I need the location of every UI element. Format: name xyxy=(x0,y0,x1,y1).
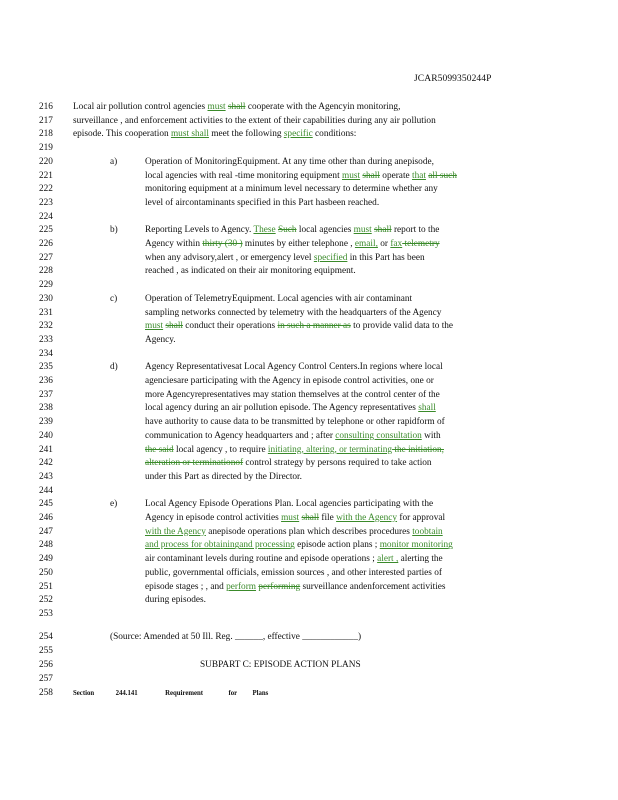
text-line xyxy=(145,513,445,524)
text-line: reached , as indicated on their air monitoring equipment. xyxy=(145,266,356,277)
text: communication to Agency headquarters and ; after xyxy=(145,430,336,441)
text-line xyxy=(145,403,436,414)
deleted-text: performing xyxy=(258,581,301,592)
section-label: Section xyxy=(73,690,95,697)
line-number: 223 xyxy=(39,197,53,208)
text: episode action plans ; xyxy=(294,540,380,551)
line-number: 251 xyxy=(39,581,53,592)
text: when any advisory,alert , or emergency level xyxy=(145,252,314,263)
line-number: 249 xyxy=(39,554,53,565)
text-line xyxy=(145,527,443,538)
inserted-text: with the Agency xyxy=(145,526,206,537)
text-line: surveillance , and enforcement activities to the extent of their capabilities during any air pollution xyxy=(73,115,436,126)
text-line xyxy=(145,582,446,593)
subpart-heading: SUBPART C: EPISODE ACTION PLANS xyxy=(200,660,361,670)
text: anepisode operations plan which describes procedures xyxy=(205,526,413,537)
paragraph-label: c) xyxy=(110,293,118,304)
text-line xyxy=(145,445,444,456)
text: in this Part has been xyxy=(347,252,425,263)
line-number: 257 xyxy=(39,674,53,684)
line-number: 241 xyxy=(39,444,53,455)
text: local agency , to require xyxy=(173,444,268,455)
inserted-text: specific xyxy=(283,129,313,140)
line-number: 246 xyxy=(39,513,53,523)
text-line: monitoring equipment at a minimum level necessary to determine whether any xyxy=(145,184,438,195)
text: surveillance andenforcement activities xyxy=(300,581,446,592)
line-number: 216 xyxy=(39,102,53,112)
inserted-text: must xyxy=(170,129,190,140)
text: alerting the xyxy=(398,554,443,565)
deleted-text: shall xyxy=(301,513,320,523)
text-line: Agency. xyxy=(145,334,176,345)
text: cooperate with the Agencyin monitoring, xyxy=(245,102,401,112)
document-id: JCAR5099350244P xyxy=(414,74,492,84)
text-line: Local Agency Episode Operations Plan. Local agencies participating with the xyxy=(145,499,434,510)
text: file xyxy=(319,513,337,523)
text: operate xyxy=(379,170,412,181)
text-line xyxy=(145,239,440,250)
text: conduct their operations xyxy=(182,321,278,332)
source-note xyxy=(110,632,361,643)
line-number: 225 xyxy=(39,225,53,236)
text: conditions: xyxy=(312,129,357,140)
text-line: Operation of MonitoringEquipment. At any time other than during anepisode, xyxy=(145,156,434,167)
line-number: 238 xyxy=(39,403,53,414)
line-number: 258 xyxy=(39,688,53,698)
text-line xyxy=(145,171,457,182)
text: episode stages ; , and xyxy=(145,581,227,592)
text: Local air pollution control agencies xyxy=(73,102,208,112)
line-number: 229 xyxy=(39,280,53,291)
line-number: 219 xyxy=(39,143,53,154)
text-line: have authority to cause data to be transmitted by telephone or other rapidform of xyxy=(145,417,445,428)
text: meet the following xyxy=(208,129,284,140)
line-number: 226 xyxy=(39,239,53,249)
line-number: 240 xyxy=(39,430,53,441)
text: local agencies xyxy=(296,225,354,236)
paragraph-label: d) xyxy=(110,362,118,373)
text: with xyxy=(421,430,441,441)
text-line: level of aircontaminants specified in this Part hasbeen reached. xyxy=(145,197,380,208)
inserted-text: consulting consultation xyxy=(335,430,422,441)
text: for approval xyxy=(397,513,446,523)
line-number: 231 xyxy=(39,307,53,318)
deleted-text: shall xyxy=(227,102,246,112)
text: or xyxy=(377,239,391,249)
section-heading xyxy=(73,688,268,699)
inserted-text: and process for obtainingand processing xyxy=(145,540,295,551)
text: (Source: Amended at 50 Ill. Reg. xyxy=(110,632,235,642)
text: control strategy by persons required to take action xyxy=(243,458,432,469)
line-number: 220 xyxy=(39,156,53,167)
text-line xyxy=(145,431,441,442)
line-number: 245 xyxy=(39,499,53,510)
text-line: sampling networks connected by telemetry with the headquarters of the Agency xyxy=(145,307,442,318)
paragraph-label: e) xyxy=(110,499,118,510)
inserted-text: perform xyxy=(226,581,257,592)
blank-field: ____________) xyxy=(302,632,362,642)
deleted-text: telemetry xyxy=(402,239,440,249)
text: to provide valid data to the xyxy=(350,321,454,332)
text: , effective xyxy=(262,632,303,642)
text-line xyxy=(145,225,439,236)
text-line: more Agencyrepresentatives may station themselves at the control center of the xyxy=(145,389,440,400)
text-line xyxy=(73,102,400,113)
inserted-text: fax xyxy=(390,239,403,249)
text-line: agenciesare participating with the Agency in episode control activities, one or xyxy=(145,376,434,386)
line-number: 256 xyxy=(39,660,53,670)
text-line xyxy=(145,554,443,565)
text: episode. This cooperation xyxy=(73,129,171,140)
line-number: 233 xyxy=(39,334,53,345)
text-line: under this Part as directed by the Director. xyxy=(145,471,302,482)
text-line: during episodes. xyxy=(145,595,206,606)
line-number: 234 xyxy=(39,348,53,359)
deleted-text: shall xyxy=(374,225,392,236)
line-number: 239 xyxy=(39,417,53,428)
text: Agency in episode control activities xyxy=(145,513,282,523)
line-number: 253 xyxy=(39,608,53,619)
inserted-text: toobtain xyxy=(412,526,443,537)
inserted-text: alert , xyxy=(377,554,399,565)
inserted-text: must xyxy=(145,321,164,332)
text: report to the xyxy=(391,225,440,236)
inserted-text: These xyxy=(253,225,276,236)
section-title-word: for xyxy=(228,690,238,697)
text-line xyxy=(73,129,356,140)
line-number: 221 xyxy=(39,170,53,181)
line-number: 227 xyxy=(39,252,53,263)
deleted-text: in such a manner as xyxy=(277,321,351,332)
deleted-text: the said xyxy=(145,444,174,455)
deleted-text: all such xyxy=(428,170,457,181)
inserted-text: must xyxy=(281,513,300,523)
deleted-text: alteration or terminationof xyxy=(145,458,244,469)
paragraph-label: b) xyxy=(110,225,118,236)
inserted-text: monitor monitoring xyxy=(379,540,453,551)
deleted-text: shall xyxy=(362,170,380,181)
text-line xyxy=(145,321,453,332)
text: Reporting Levels to Agency. xyxy=(145,225,254,236)
inserted-text: specified xyxy=(313,252,348,263)
inserted-text: that xyxy=(411,170,426,181)
inserted-text: shall xyxy=(189,129,209,140)
line-number: 254 xyxy=(39,632,53,642)
text-line xyxy=(145,458,432,469)
text: local agencies with real -time monitoring equipment xyxy=(145,170,342,181)
deleted-text: the initiation, xyxy=(392,444,444,455)
text-line: Agency Representativesat Local Agency Control Centers.In regions where local xyxy=(145,362,443,373)
line-number: 247 xyxy=(39,526,53,537)
line-number: 218 xyxy=(39,129,53,140)
line-number: 237 xyxy=(39,389,53,400)
deleted-text: Such xyxy=(277,225,297,236)
text: air contaminant levels during routine and episode operations ; xyxy=(145,554,378,565)
line-number: 244 xyxy=(39,485,53,496)
text-line xyxy=(145,253,425,264)
blank-field: ______ xyxy=(234,632,263,642)
text: Agency within xyxy=(145,239,203,249)
line-number: 252 xyxy=(39,595,53,606)
inserted-text: with the Agency xyxy=(336,513,398,523)
text-line xyxy=(145,540,453,551)
deleted-text: shall xyxy=(165,321,183,332)
line-number: 228 xyxy=(39,266,53,277)
line-number: 232 xyxy=(39,321,53,332)
line-number: 230 xyxy=(39,293,53,304)
text-line: public, governmental officials, emission sources , and other interested parties of xyxy=(145,567,442,578)
section-title-word: Requirement xyxy=(165,690,204,697)
text: local agency during an air pollution episode. The Agency representatives xyxy=(145,403,419,414)
inserted-text: shall xyxy=(418,403,436,414)
line-number: 250 xyxy=(39,567,53,578)
section-title-word: Plans xyxy=(252,690,269,697)
deleted-text: thirty (30 ) xyxy=(202,239,243,249)
inserted-text: initiating, altering, or terminating xyxy=(267,444,393,455)
line-number: 243 xyxy=(39,471,53,482)
line-number: 255 xyxy=(39,646,53,656)
inserted-text: must xyxy=(341,170,361,181)
line-number: 242 xyxy=(39,458,53,469)
inserted-text: email, xyxy=(354,239,378,249)
paragraph-label: a) xyxy=(110,156,118,167)
line-number: 222 xyxy=(39,184,53,195)
line-number: 248 xyxy=(39,540,53,551)
line-number: 217 xyxy=(39,115,53,126)
inserted-text: must xyxy=(353,225,372,236)
text-line: Operation of TelemetryEquipment. Local agencies with air contaminant xyxy=(145,293,413,304)
text: minutes by either telephone , xyxy=(242,239,355,249)
line-number: 236 xyxy=(39,376,53,386)
line-number: 235 xyxy=(39,362,53,373)
section-number: 244.141 xyxy=(115,690,138,697)
inserted-text: must xyxy=(207,102,226,112)
line-number: 224 xyxy=(39,211,53,222)
